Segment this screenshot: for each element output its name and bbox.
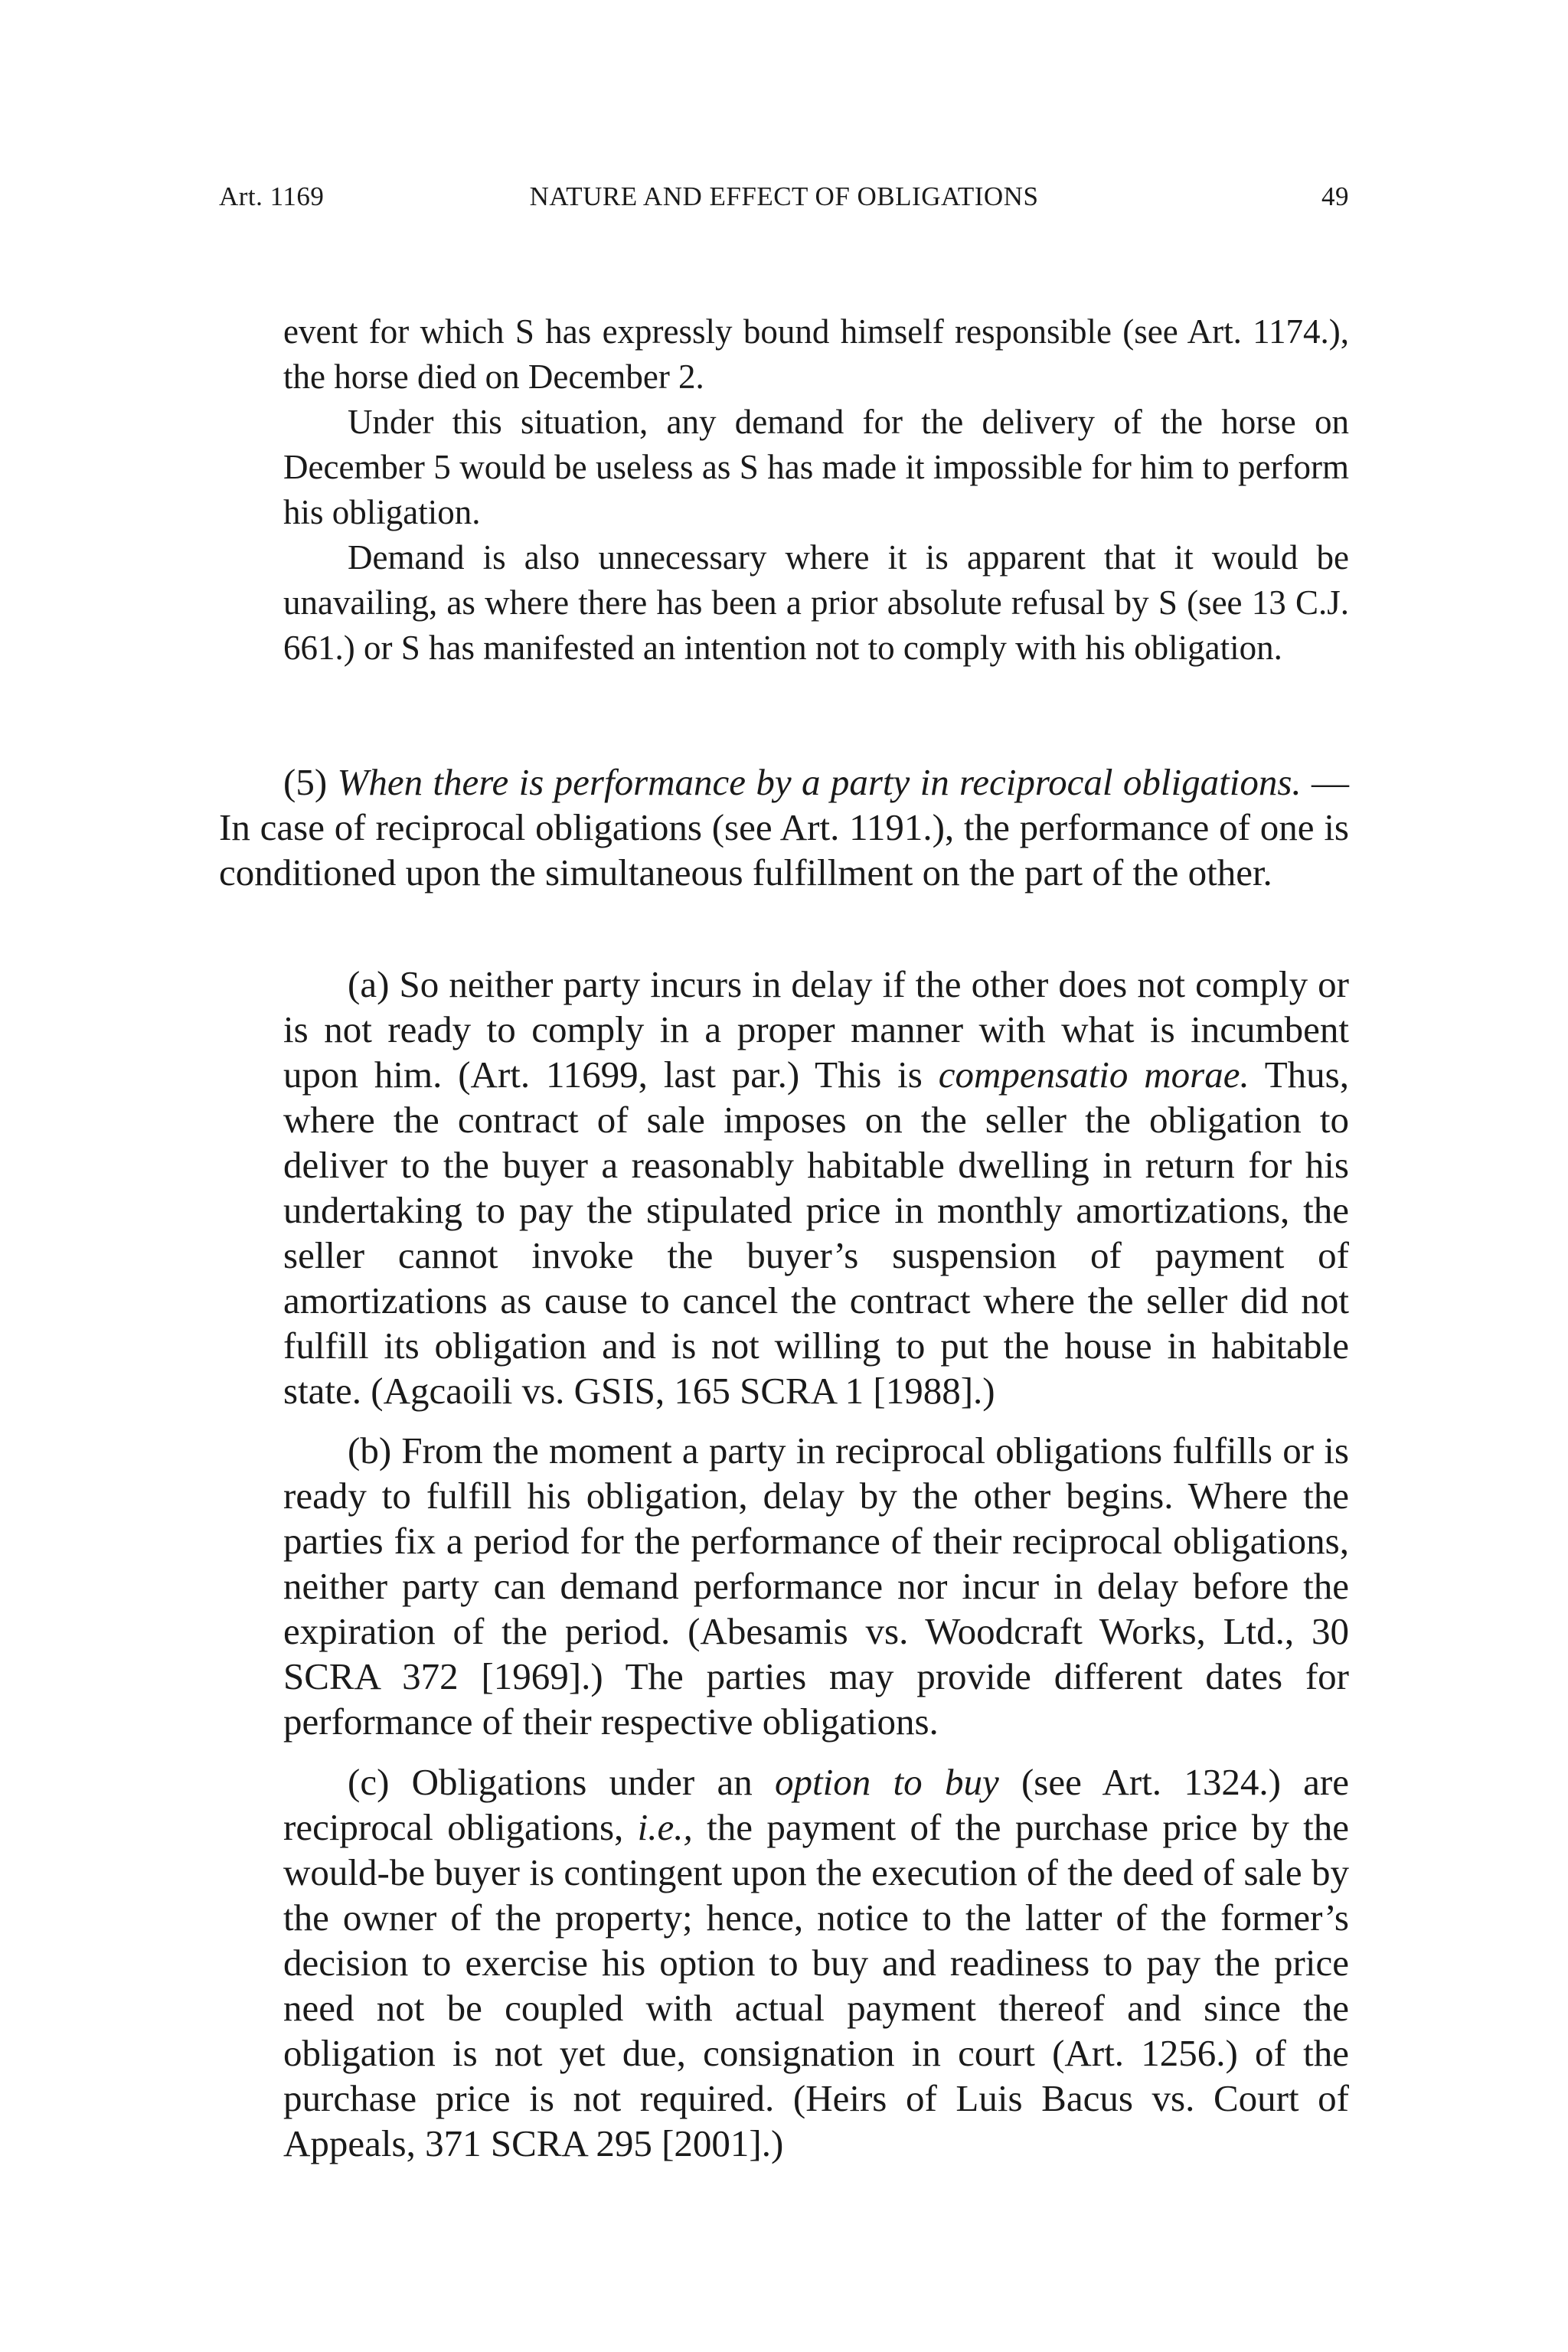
para-c-term-1: option to buy	[775, 1761, 999, 1803]
running-head	[219, 178, 1349, 216]
intro-paragraph-2: Under this situation, any demand for the delivery of the horse on December 5 would be useless as S has made it impossible for him to perform his obligation.	[283, 403, 1349, 531]
para-a-text-1: (a) So neither party incurs in delay if the other does not comply or is not ready to comply in a proper manner with what is incumbent upon him. (Art. 11699, last par.) This is	[283, 963, 1349, 1096]
section-body: In case of reciprocal obligations (see Art. 1191.), the performance of one is conditioned upon the simultaneous fulfillment on the part of the other.	[219, 806, 1349, 893]
heading-dash: —	[1301, 761, 1350, 803]
subparagraph-b	[283, 1428, 1349, 1744]
para-c-text-2: (see Art. 1324.) are reciprocal obligations,	[283, 1761, 1349, 1848]
chapter-title: NATURE AND EFFECT OF OBLIGATIONS	[529, 181, 1039, 211]
subparagraph-b-text: (b) From the moment a party in reciprocal obligations fulfills or is ready to fulfill his obligation, delay by the other begins. Where the parties fix a period for the performance of their reciprocal obligations, neither party can demand performance nor incur in delay before the expiration of the period. (Abesamis vs. Woodcraft Works, Ltd., 30 SCRA 372 [1969].) The parties may provide different dates for performance of their respective obligations.	[283, 1429, 1349, 1743]
intro-paragraph-3: Demand is also unnecessary where it is apparent that it would be unavailing, as where there has been a prior absolute refusal by S (see 13 C.J. 661.) or S has manifested an intention not to comply with his obligation.	[283, 538, 1349, 667]
intro-paragraph-1: event for which S has expressly bound himself responsible (see Art. 1174.), the horse died on December 2.	[283, 312, 1349, 396]
para-c-term-2: i.e.,	[637, 1806, 693, 1848]
para-c-text-1: (c) Obligations under an	[348, 1761, 776, 1803]
page-number: 49	[1321, 181, 1349, 211]
subparagraph-c-text	[283, 1759, 1349, 2166]
article-reference: Art. 1169	[219, 181, 325, 211]
subparagraph-a-text	[283, 962, 1349, 1413]
section-heading: When there is performance by a party in reciprocal obligations.	[337, 761, 1302, 803]
para-a-term: compensatio morae.	[938, 1054, 1250, 1096]
section-number: (5)	[283, 761, 328, 803]
subparagraph-c	[283, 1759, 1349, 2166]
para-a-text-2: Thus, where the contract of sale imposes on the seller the obligation to deliver to the buyer a reasonably habitable dwelling in return for his undertaking to pay the stipulated price in monthly amortizations, the seller cannot invoke the buyer’s suspension of payment of amortizations as cause to cancel the contract where the seller did not fulfill its obligation and is not willing to put the house in habitable state. (Agcaoili vs. GSIS, 165 SCRA 1 [1988].)	[283, 1054, 1349, 1412]
subparagraph-a	[283, 962, 1349, 1413]
intro-block	[283, 309, 1349, 671]
section-5	[219, 760, 1349, 895]
para-c-text-3: the payment of the purchase price by the would-be buyer is contingent upon the execution of the deed of sale by the owner of the property; hence, notice to the latter of the former’s decision to exercise his option to buy and readiness to pay the price need not be coupled with actual payment thereof and since the obligation is not yet due, consignation in court (Art. 1256.) of the purchase price is not required. (Heirs of Luis Bacus vs. Court of Appeals, 371 SCRA 295 [2001].)	[283, 1806, 1349, 2164]
section-5-paragraph	[219, 760, 1349, 895]
